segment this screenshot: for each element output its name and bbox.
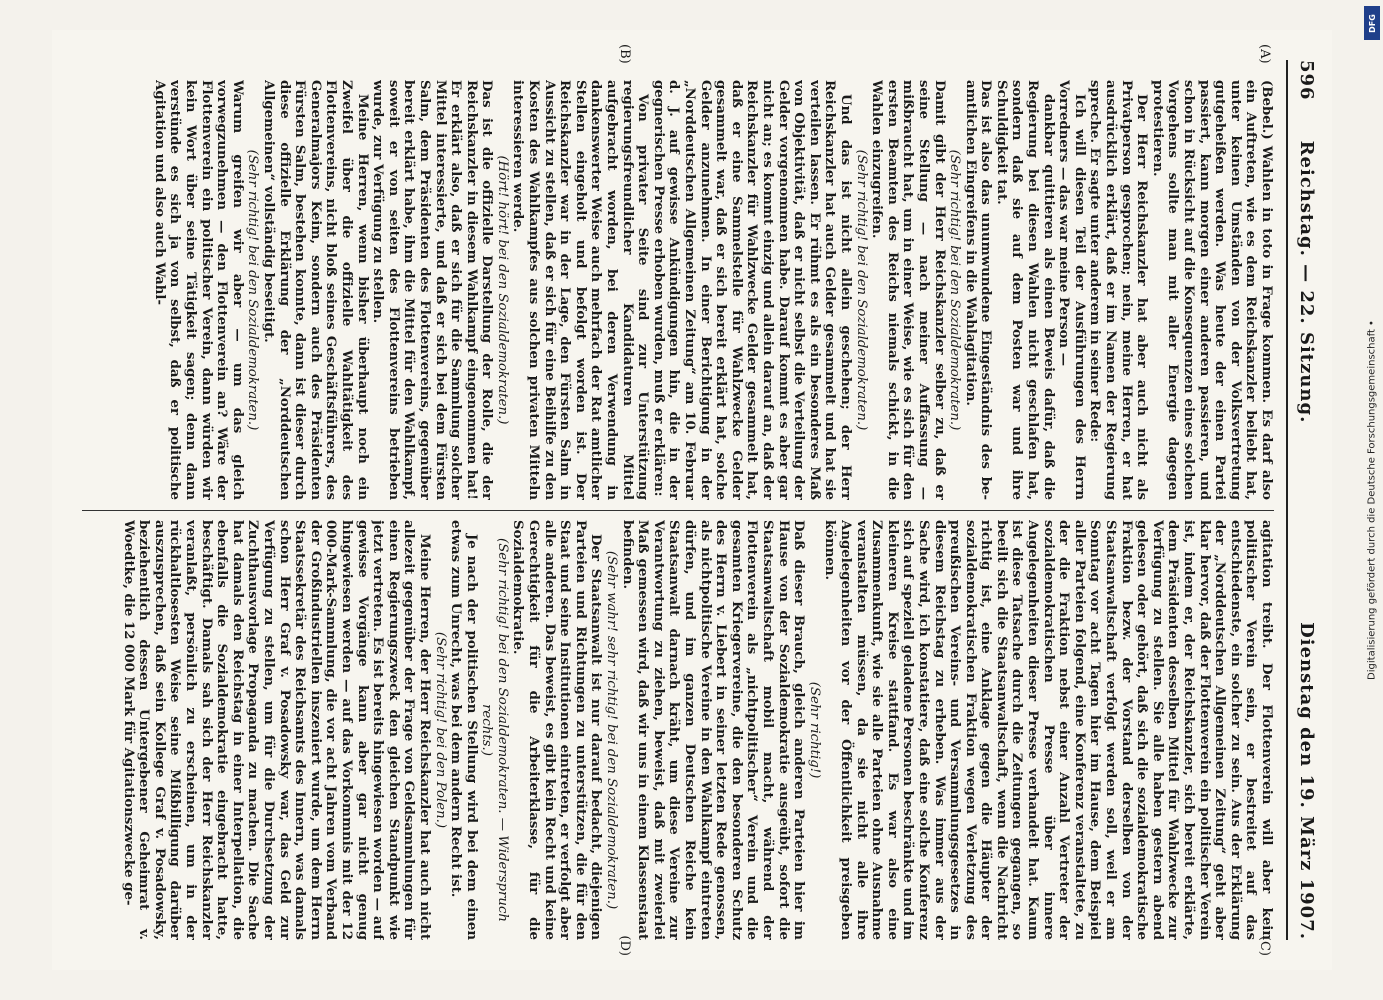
paragraph: Der Staatsanwalt ist nur darauf bedacht, diejenigen Parteien und Richtungen zu unterstützen, die für den Staat und seine Institutionen eintreten, er verfolgt aber alle anderen. Das beweist, es gibt kein Recht und keine Gerechtigkeit für die Arbeiterklasse, für die Sozialdemokratie.	[510, 520, 603, 940]
interjection: (Hört! hört! bei den Sozialdemokraten.)	[494, 155, 510, 425]
paragraph: Meine Herren, der Herr Reichskanzler hat auch nicht allezeit gegenüber der Frage von Geldsammlungen für einen Regierungszweck den gleichen Standpunkt wie jetzt vertreten. Es ist bereits hingewiesen worden — auf gewisse Vorgänge kann aber gar nicht genug hingewiesen werden — auf das Vorkommnis mit der 12 000-Mark-Sammlung, die vor acht Jahren vom Verband der Großindustriellen inszeniert wurde, um dem Herrn Staatssekretär des Reichsamts des Innern, was damals schon Herr Graf v. Posadowsky war, das Geld zur Verfügung zu stellen, um für die Durchsetzung der Zuchthausvorlage Propaganda zu machen. Die Sache hat damals den Reichstag in einer Interpellation, die ebenfalls die Sozialdemokratie eingebracht hatte, beschäftigt. Damals sah sich der Herr Reichskanzler veranlaßt, persönlich zu erscheinen, um in der rückhaltlosesten Weise seine Mißbilligung darüber auszusprechen, daß sein Kollege Graf v. Posadowsky, beziehentlich dessen Untergebener Geheimrat v. Woedtke, die 12 000 Mark für Agitationszwecke ge-	[120, 520, 432, 940]
session-date: Dienstag den 19. März 1907.	[1296, 622, 1317, 940]
page-number: 596	[1296, 60, 1317, 101]
paragraph: Meine Herren, wenn bisher überhaupt noch ein Zweifel über die offizielle Wahltätigkeit des Flottenvereins, nicht bloß seines Geschäftsführers, des Generalmajors Keim, sondern auch des Präsidenten Fürsten Salm, bestehen konnte, dann ist dieser durch diese offizielle Erklärung der „Norddeutschen Allgemeinen“ vollständig beseitigt.	[260, 80, 370, 500]
paragraph: Der Herr Reichskanzler hat aber auch nicht als Privatperson gesprochen; nein, meine Herren, er hat ausdrücklich erklärt, daß er im Namen der Regierung spreche. Er sagte unter anderem in seiner Rede:	[1086, 80, 1149, 500]
paragraph: Das ist also das unumwundene Eingeständnis des be- amtlichen Eingreifens in die Wahlagitation.	[962, 80, 993, 500]
interjection: (Sehr richtig! bei den Polen.)	[432, 631, 448, 829]
paragraph: Warum greifen wir aber — um das gleich vorwegzunehmen — den Flottenverein an? Wäre der Flottenverein ein politischer Verein, dann würden wir kein Wort über seine Tätigkeit sagen; denn dann verstünde es sich ja von selbst, daß er politische Agitation und also auch Wahl-	[151, 80, 245, 500]
digitization-credit	[1365, 10, 1379, 990]
left-column	[82, 80, 1274, 500]
interjection: (Sehr richtig! bei den Sozialdemokraten.)	[946, 149, 962, 431]
paragraph: Das ist die offizielle Darstellung der Rolle, die der Reichskanzler in diesem Wahlkampf eingenommen hat! Er erklärt also, daß er sich für die Sammlung solcher Mittel interessierte, und daß er sich bei dem Fürsten Salm, dem Präsidenten des Flottenvereins, gegenüber bereit erklärt habe, ihm die Mittel für den Wahlkampf, soweit er von seiten des Flottenvereins betrieben wurde, zur Verfügung zu stellen.	[369, 80, 494, 500]
margin-marker-b: (B)	[616, 44, 632, 64]
paragraph: Je nach der politischen Stellung wird bei dem einen etwas zum Unrecht, was bei dem andern Recht ist.	[447, 520, 479, 940]
interjection: (Sehr richtig!)	[806, 681, 822, 779]
interjection: (Sehr richtig! bei den Sozialdemokraten.)	[853, 149, 869, 431]
header-rule	[1286, 60, 1288, 940]
interjection: (Sehr richtig! bei den Sozialdemokraten. — Widerspruch rechts.)	[478, 538, 510, 922]
margin-marker-d: (D)	[616, 935, 632, 956]
interjection: (Sehr wahr! sehr richtig! bei den Sozialdemokraten.)	[603, 550, 619, 910]
paragraph: (Bebel.) Wahlen in toto in Frage kommen. Es darf also ein Auftreten, wie es dem Reichskanzler beliebt hat, unter keinen Umständen von der Volksvertretung gutgeheißen werden. Was heute der einen Partei passiert, kann morgen einer anderen passieren, und schon in Rücksicht auf die Konsequenzen eines solchen Vorgehens sollte man mit aller Energie dagegen protestieren.	[1149, 80, 1274, 500]
margin-marker-a: (A)	[1256, 44, 1272, 64]
paragraph: Damit gibt der Herr Reichskanzler selber zu, daß er seine Stellung — nach meiner Auffassung — mißbraucht hat, um in einer Weise, wie es sich für den ersten Beamten des Reichs niemals schickt, in die Wahlen einzugreifen.	[868, 80, 947, 500]
paragraph: dankbar quittieren als einen Beweis dafür, daß die Regierung bei diesen Wahlen nicht geschlafen hat, sondern daß sie auf dem Posten war und ihre Schuldigkeit tat.	[993, 80, 1056, 500]
credit-text: Digitalisierung gefördert durch die Deutsche Forschungsgemeinschaft •	[1366, 320, 1378, 680]
session-title: Reichstag. — 22. Sitzung.	[1296, 140, 1317, 424]
paragraph: Ich will diesen Teil der Ausführungen des Herrn Vorredners — das war meine Person —	[1055, 80, 1087, 500]
paragraph: Daß dieser Brauch, gleich anderen Parteien hier im Hause von der Sozialdemokratie ausgeübt, sofort die Staatsanwaltschaft mobil macht, während der Flottenverein als „nichtpolitischer“ Verein und die gesamten Kriegervereine, die den besonderen Schutz des Herrn v. Liebert in seiner letzten Rede genossen, als nichtpolitische Vereine in den Wahlkampf eintreten dürfen, und im ganzen Deutschen Reiche kein Staatsanwalt darnach kräht, um diese Vereine zur Verantwortung zu ziehen, beweist, daß mit zweierlei Maß gemessen wird, daß wir uns in einem Klassenstaat befinden.	[619, 520, 806, 940]
column-divider	[82, 510, 1274, 511]
page-header	[1292, 60, 1322, 940]
document-page	[52, 30, 1332, 970]
margin-marker-c: (C)	[1256, 935, 1272, 956]
right-column	[82, 520, 1274, 940]
paragraph: agitation treibt. Der Flottenverein will aber kein politischer Verein sein, er bestreitet auf das entschiedenste, ein solcher zu sein. Aus der Erklärung der „Norddeutschen Allgemeinen Zeitung“ geht aber klar hervor, daß der Flottenverein ein politischer Verein ist, indem er, der Reichskanzler, sich bereit erklärte, dem Präsidenten desselben Mittel für Wahlzwecke zur Verfügung zu stellen. Sie alle haben gestern abend gelesen oder gehört, daß sich die sozialdemokratische Fraktion bezw. der Vorstand derselben von der Staatsanwaltschaft verfolgt werden soll, weil er am Sonntag vor acht Tagen hier im Hause, dem Beispiel aller Parteien folgend, eine Konferenz veranstaltete, zu der die Fraktion nebst einer Anzahl Vertreter der sozialdemokratischen Presse über innere Angelegenheiten dieser Presse verhandelt hat. Kaum ist diese Tatsache durch die Zeitungen gegangen, so beeilt sich die Staatsanwaltschaft, wenn die Nachricht richtig ist, eine Anklage gegen die Häupter der sozialdemokratischen Fraktion wegen Verletzung des preußischen Vereins- und Versammlungsgesetzes in diesem Reichstag zu erheben. Was immer aus der Sache wird, ich konstatiere, daß eine solche Konferenz sich auf speziell geladene Personen beschränkte und im kleineren Kreise stattfand. Es war also eine Zusammenkunft, wie sie alle Parteien ohne Ausnahme veranstalten müssen, da sie nicht alle ihre Angelegenheiten vor der Öffentlichkeit preisgeben können.	[821, 520, 1274, 940]
paragraph: Von privater Seite sind zur Unterstützung regierungsfreundlicher Kandidaturen Mittel aufgebracht worden, bei deren Verwendung in dankenswerter Weise auch mehrfach der Rat amtlicher Stellen eingeholt und befolgt worden ist. Der Reichskanzler war in der Lage, den Fürsten Salm in Aussicht zu stellen, daß er sich für eine Beihilfe zu den Kosten des Wahlkampfes aus solchen privaten Mitteln interessieren werde.	[510, 80, 650, 500]
dfg-logo: DFG	[1364, 6, 1380, 40]
interjection: (Sehr richtig! bei den Sozialdemokraten.)	[244, 149, 260, 431]
paragraph: Und das ist nicht allein geschehen; der Herr Reichskanzler hat auch Gelder gesammelt und hat sie verteilen lassen. Er rühmt es als ein besonderes Maß von Objektivität, daß er nicht selbst die Verteilung der Gelder vorgenommen habe. Darauf kommt es aber gar nicht an; es kommt einzig und allein darauf an, daß der Reichskanzler für Wahlzwecke Gelder gesammelt hat, daß er eine Sammelstelle für Wahlzwecke Gelder gesammelt war, daß er sich bereit erklärt hat, solche Gelder anzunehmen. In einer Berichtigung in der „Norddeutschen Allgemeinen Zeitung“ am 10. Februar d. J. auf gewisse Ankündigungen hin, die in der gegnerischen Presse erhoben wurden, muß er erklären:	[650, 80, 853, 500]
